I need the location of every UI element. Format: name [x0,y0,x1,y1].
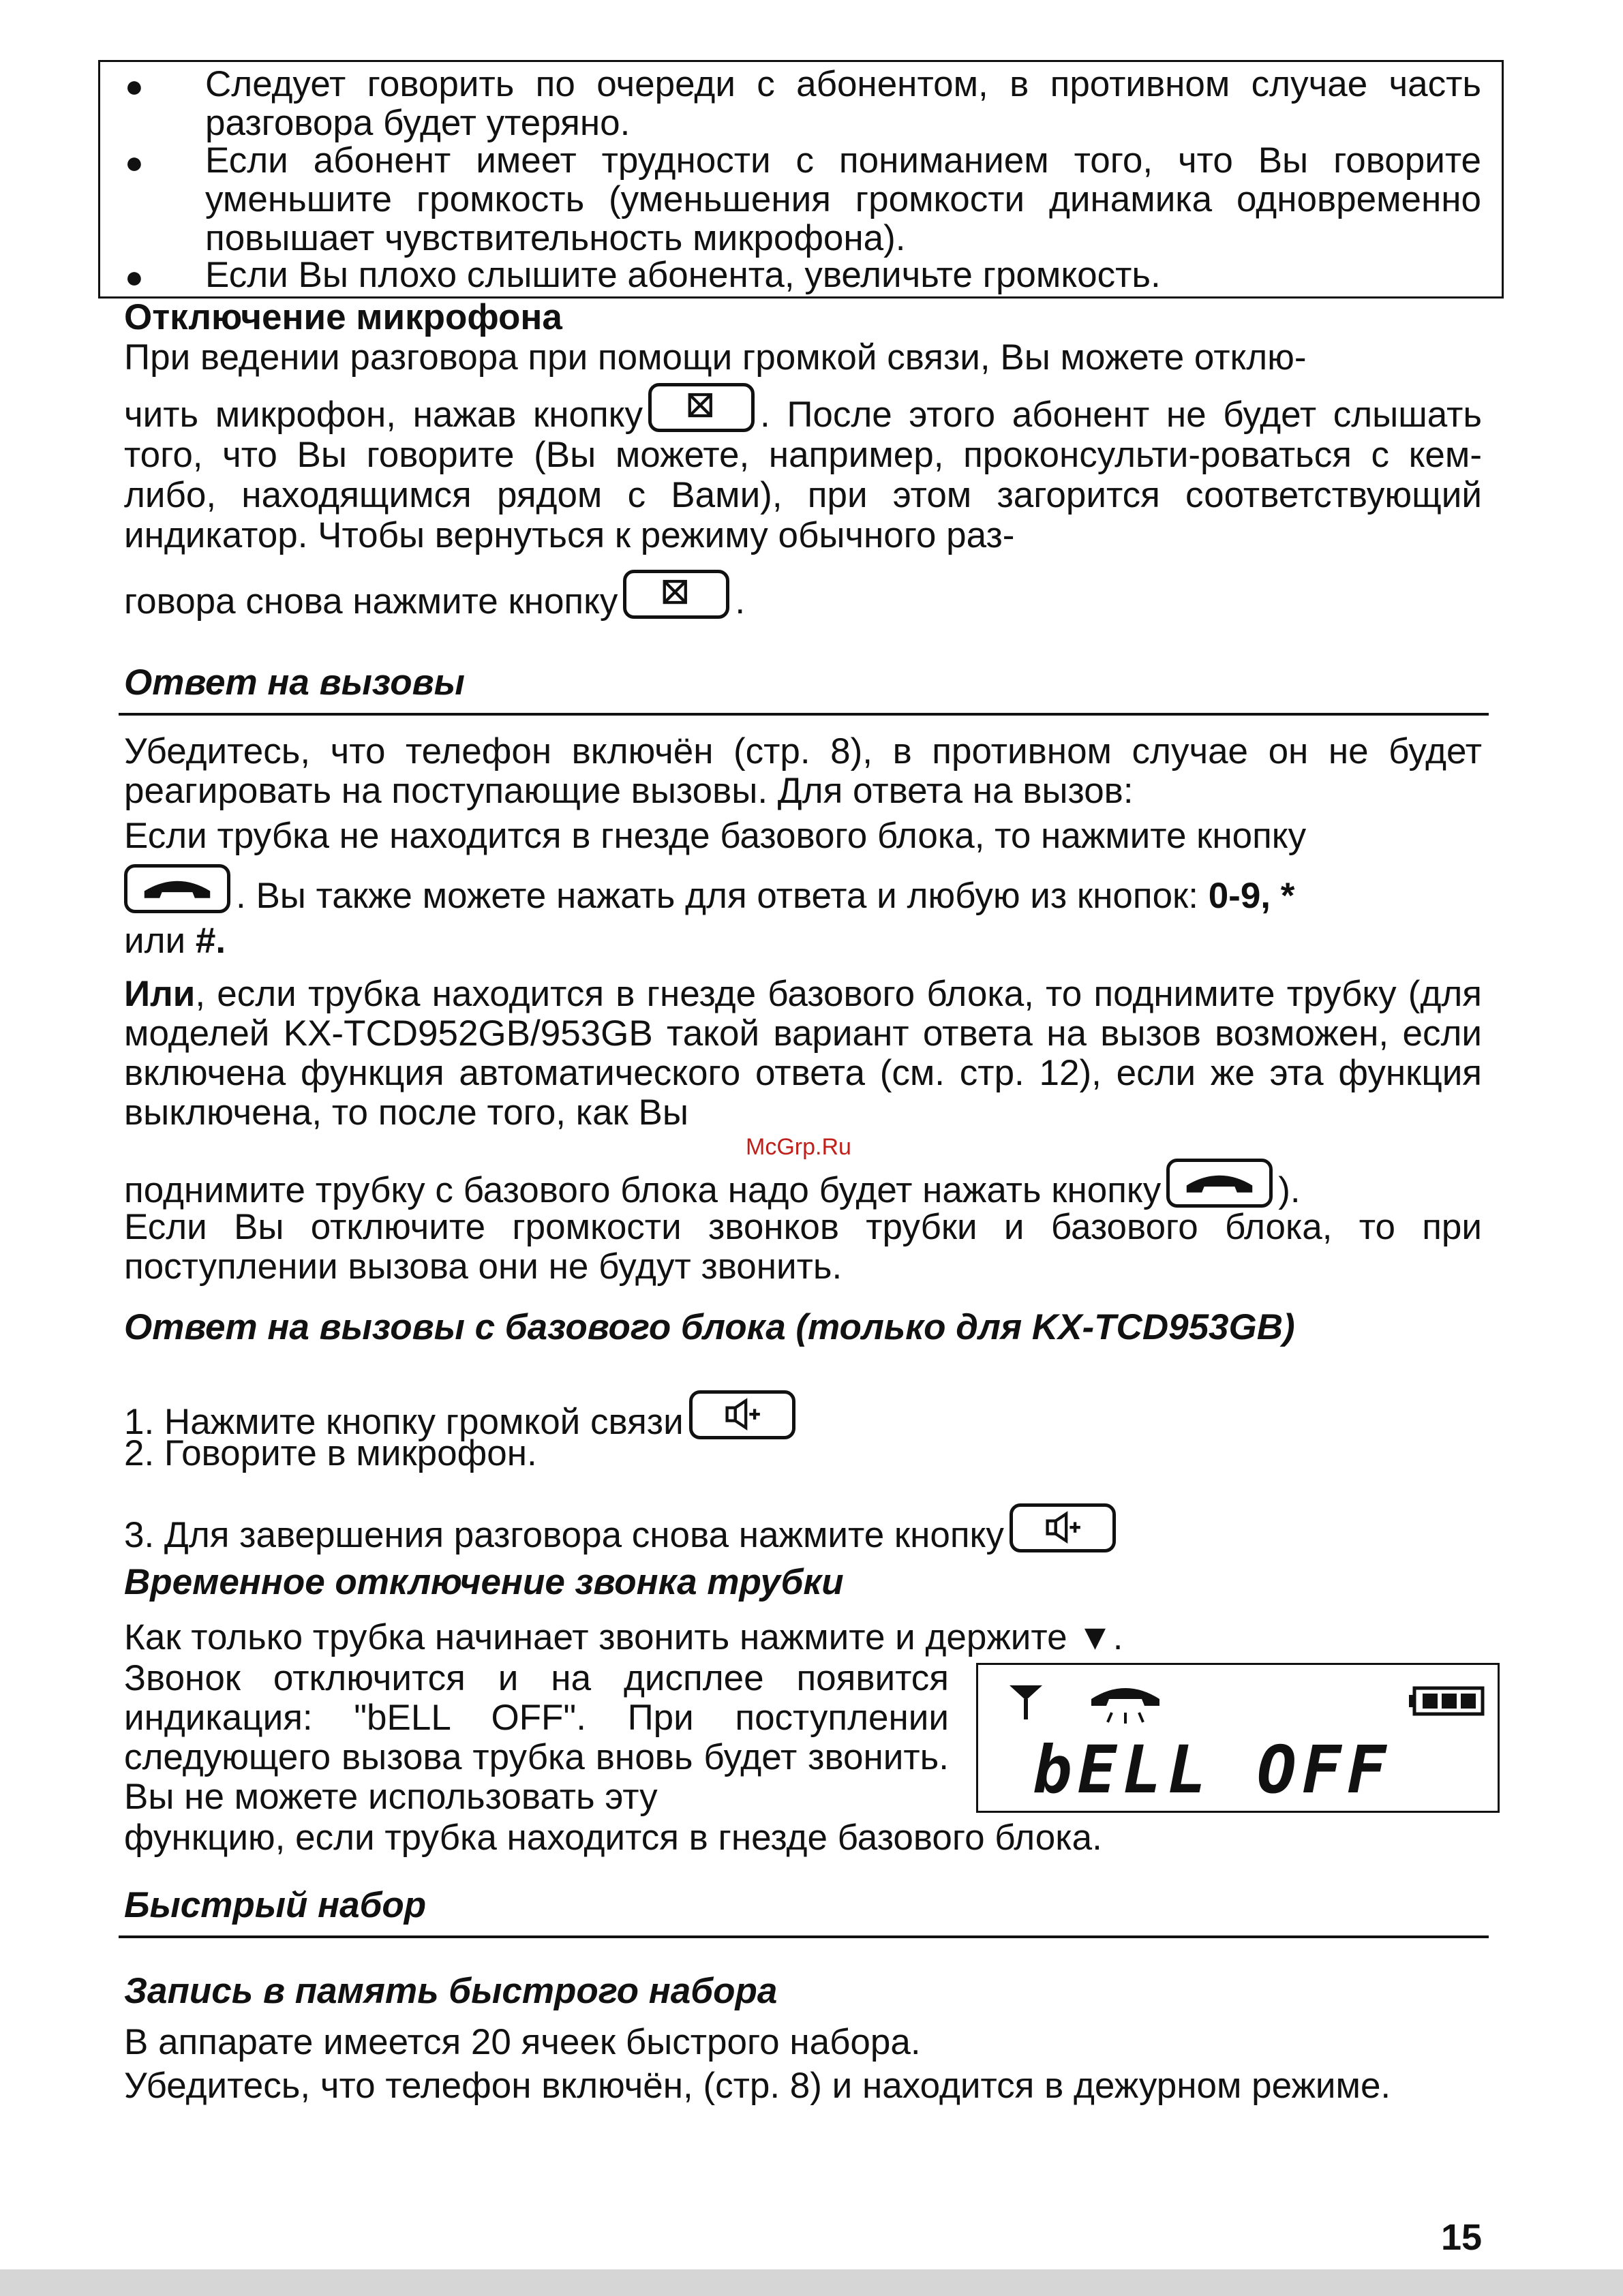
mute-text-3: . После этого абонент не будет слышать того, что Вы говорите (Вы можете, например, проконсульти-роваться с кем-либо, находящимся рядом с Вами), при этом загорится соответствующий индикатор. Чтобы вернуться к режиму обычного раз- [124,395,1482,555]
mute-key [623,570,729,619]
answer-hash: #. [195,921,226,961]
answer-heading: Ответ на вызовы [124,662,465,703]
step-1-text: 1. Нажмите кнопку громкой связи [124,1402,684,1442]
mute-line-1: При ведении разговора при помощи громкой связи, Вы можете отклю- [124,337,1307,378]
or-bold: Или [124,974,196,1014]
scan-edge [0,2269,1623,2296]
answer-or: или [124,921,186,961]
tip-1: Следует говорить по очереди с абонентом, в противном случае часть разговора будет утеряно. [205,64,1481,143]
phone-icon [1170,1162,1269,1204]
answer-keys: 0-9, * [1208,876,1295,916]
talk-key [1166,1159,1273,1208]
answer-text-3: . Вы также можете нажать для ответа и любую из кнопок: [236,876,1198,916]
mute-icon [652,386,751,429]
ringer-off-end: функцию, если трубка находится в гнезде базового блока. [124,1818,1102,1858]
talk-key [124,864,230,913]
section-divider [119,1935,1489,1938]
tip-2: Если абонент имеет трудности с пониманием того, что Вы говорите уменьшите громкость (уменьшения громкости динамика одновременно повышает чувствительность микрофона). [205,140,1481,258]
antenna-icon [1005,1680,1046,1721]
mute-heading: Отключение микрофона [124,297,562,337]
tip-3: Если Вы плохо слышите абонента, увеличьте громкость. [205,255,1161,295]
mute-text-2: чить микрофон, нажав кнопку [124,395,643,435]
answer-text-4: , если трубка находится в гнезде базового блока, то поднимите трубку (для моделей KX-TCD952GB/953GB такой вариант ответа на вызов возможен, если включена функция автоматического ответа (см. стр. 12), если же эта функция выключена, то после того, как Вы [124,974,1482,1133]
mute-key [648,383,755,432]
answer-paragraph-6: Если Вы отключите громкости звонков трубки и базового блока, то при поступлении вызова они не будут звонить. [124,1207,1482,1287]
answer-text-5-end: ). [1278,1170,1301,1210]
watermark: McGrp.Ru [746,1134,851,1160]
tips-box [98,60,1504,299]
speed-dial-paragraph-1: В аппарате имеется 20 ячеек быстрого набора. [124,2022,921,2062]
answer-paragraph-2: Если трубка не находится в гнезде базового блока, то нажмите кнопку [124,816,1307,856]
mute-icon [626,573,726,615]
ringer-off-line-1: Как только трубка начинает звонить нажмите и держите ▼. [124,1617,1123,1657]
mute-text-end: . [735,581,746,622]
mute-text-4: говора снова нажмите кнопку [124,581,618,622]
speaker-icon [1013,1507,1112,1549]
lcd-display [976,1663,1500,1813]
mute-paragraph [124,383,1482,555]
page-number: 15 [1441,2217,1483,2258]
answer-paragraph-3 [124,864,1482,964]
lcd-text: bELL OFF [1033,1732,1392,1808]
speed-dial-paragraph-2: Убедитесь, что телефон включён, (стр. 8) и находится в дежурном режиме. [124,2066,1391,2106]
mute-return-line [124,570,1482,622]
base-answer-heading: Ответ на вызовы с базового блока (только для KX-TCD953GB) [124,1307,1295,1347]
answer-paragraph-1: Убедитесь, что телефон включён (стр. 8), в противном случае он не будет реагировать на поступающие вызовы. Для ответа на вызов: [124,731,1482,811]
ringer-off-heading: Временное отключение звонка трубки [124,1562,844,1602]
bullet-icon: ● [125,144,144,180]
section-divider [119,713,1489,716]
battery-icon [1409,1685,1485,1717]
speed-dial-subheading: Запись в память быстрого набора [124,1971,778,2011]
base-step-3 [124,1503,1482,1555]
bullet-icon: ● [125,68,144,104]
speaker-key [689,1390,795,1439]
answer-paragraph-4 [124,975,1482,1133]
speaker-key [1010,1503,1116,1552]
ringing-phone-icon [1084,1672,1166,1726]
answer-paragraph-5 [124,1159,1482,1210]
base-step-2: 2. Говорите в микрофон. [124,1433,537,1473]
phone-icon [127,868,227,910]
speaker-icon [693,1394,792,1436]
step-3-text: 3. Для завершения разговора снова нажмите кнопку [124,1515,1004,1555]
ringer-off-text: Звонок отключится и на дисплее появится индикация: "bELL OFF". При поступлении следующего вызова трубка вновь будет звонить. Вы не можете использовать эту [124,1658,949,1817]
answer-text-5: поднимите трубку с базового блока надо будет нажать кнопку [124,1170,1162,1210]
bullet-icon: ● [125,259,144,294]
speed-dial-heading: Быстрый набор [124,1885,427,1925]
